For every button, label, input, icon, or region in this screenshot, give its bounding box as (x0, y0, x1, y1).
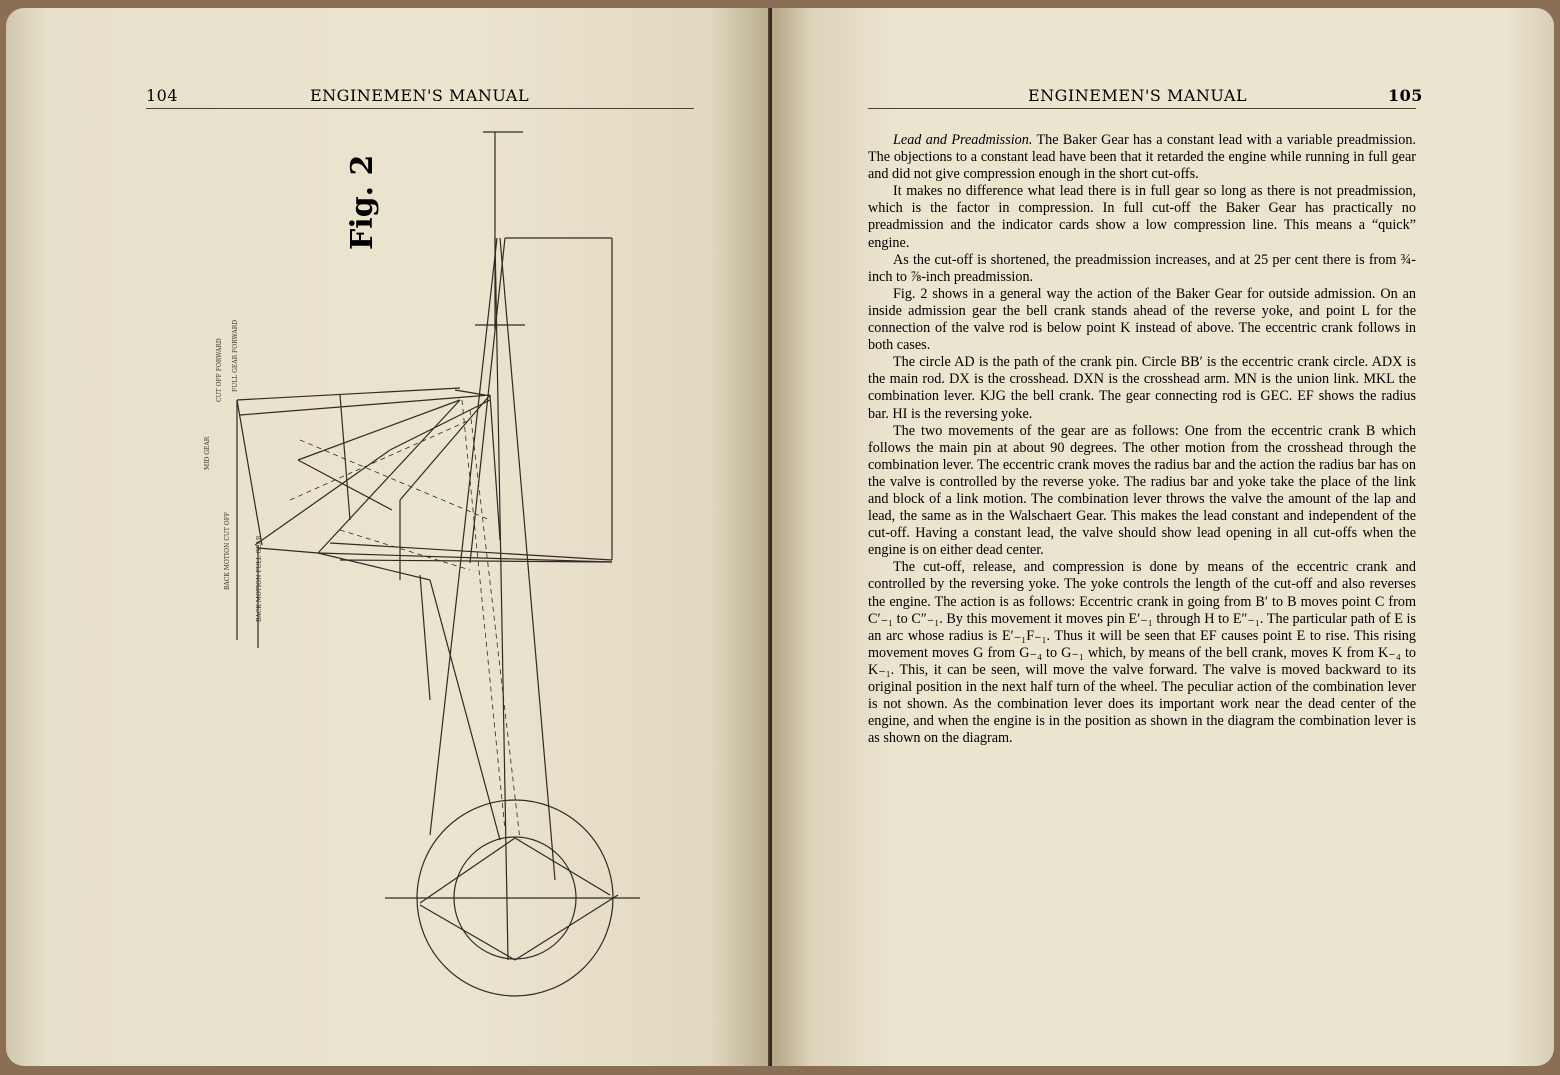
right-header-rule (868, 108, 1416, 109)
body-text (868, 132, 1416, 747)
left-page-number: 104 (146, 86, 179, 105)
annotation-back-full-gear: BACK MOTION FULL GEAR (256, 535, 263, 622)
annotation-full-gear-forward: FULL GEAR FORWARD (232, 319, 239, 392)
annotation-mid-gear: MID GEAR (204, 436, 211, 470)
paragraph: The cut-off, release, and compression is done by means of the eccentric crank and controlled by the reversing yoke. The yoke controls the length of the cut-off and also reverses the engine. The action is as follows: Eccentric crank in going from B′ to B moves point C from C′₋₁ to C″₋₁. By this movement it moves pin E′₋₁ through H to E″₋₁. The particular path of E is an arc whose radius is E′₋₁F₋₁. Thus it will be seen that EF causes point E to rise. This rising movement moves G from G₋₄ to G₋₁ which, by means of the bell crank, moves K from K₋₄ to K₋₁. This, it can be seen, will move the valve forward. The valve is moved backward to its original position in the next half turn of the wheel. The peculiar action of the combination lever is not shown. As the combination lever does its important work near the dead center of the engine, and when the engine is in the position as shown in the diagram the combination lever is as shown on the diagram. (868, 559, 1416, 747)
paragraph: Fig. 2 shows in a general way the action of the Baker Gear for outside admission. On an inside admission gear the bell crank stands ahead of the reverse yoke, and point L for the connection of the valve rod is below point K instead of above. The eccentric crank follows in both cases. (868, 285, 1416, 354)
paragraph: The two movements of the gear are as follows: One from the eccentric crank B which follows the main pin at about 90 degrees. The other motion from the crosshead through the combination lever. The eccentric crank moves the radius bar and the action the radius bar has on the valve is controlled by the reverse yoke. The radius bar and yoke take the place of the link and block of a link motion. The combination lever throws the valve the amount of the lap and lead, the same as in the Walschaert Gear. This makes the lead constant and independent of the cut-off. Having a constant lead, the valve should show lead opening in all cut-offs when the engine is on either dead center. (868, 422, 1416, 559)
right-page-number: 105 (1388, 86, 1423, 105)
paragraph: Lead and Preadmission. The Baker Gear has a constant lead with a variable preadmission. The objections to a constant lead have been that it retarded the engine while running in full gear and did not give compression enough in the short cut-offs. (868, 132, 1416, 183)
paragraph-lead: Lead and Preadmission. (893, 132, 1033, 148)
paragraph: It makes no difference what lead there is in full gear so long as there is not preadmission, which is the factor in compression. In full cut-off the Baker Gear has practically no preadmission and the indicator cards show a low compression line. This means a “quick” engine. (868, 183, 1416, 251)
figure-label: Fig. 2 (345, 154, 380, 250)
annotation-back-cut-off: BACK MOTION CUT OFF (224, 511, 231, 590)
valve-gear-diagram (0, 0, 770, 1075)
paragraph: The circle AD is the path of the crank pin. Circle BB′ is the eccentric crank circle. ADX is the main rod. DX is the crosshead. DXN is the crosshead arm. MN is the union link. MKL the combination lever. KJG the bell crank. The gear connecting rod is GEC. EF shows the radius bar. HI is the reversing yoke. (868, 354, 1416, 422)
annotation-cut-off-forward: CUT OFF FORWARD (216, 338, 223, 402)
right-running-head: ENGINEMEN'S MANUAL (1028, 86, 1248, 105)
left-running-head: ENGINEMEN'S MANUAL (310, 86, 530, 105)
paragraph: As the cut-off is shortened, the preadmission increases, and at 25 per cent there is from ¾-inch to ⅞-inch preadmission. (868, 251, 1416, 285)
